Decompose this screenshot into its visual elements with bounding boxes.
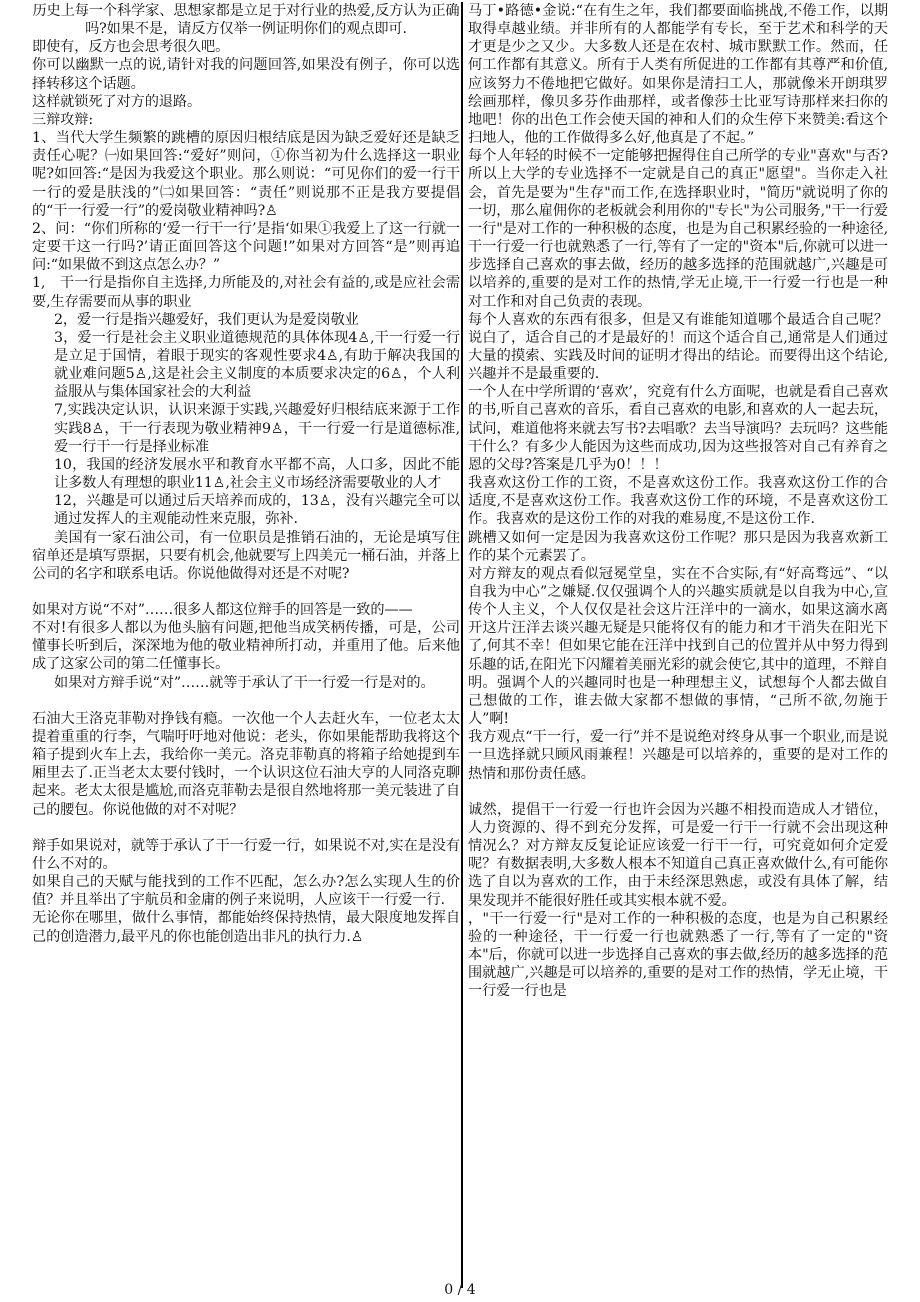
paragraph: 1、当代大学生频繁的跳槽的原因归根结底是因为缺乏爱好还是缺乏责任心呢？㈠如果回答:“爱好”则问，①你当初为什么选择这一职业呢?如回答:“是因为我爱这个职业。那么则说：“可见你们的爱一行干一行的爱是肤浅的”㈡如果回答：“责任”则说那不正是我方要提倡的“干一行爱一行”的爱岗敬业精神吗?♙ <box>32 130 460 219</box>
paragraph: 对方辩友的观点看似冠冕堂皇，实在不合实际,有“好高骛远”、“以自我为中心”之嫌疑.仅仅强调个人的兴趣实质就是以自我为中心,宣传个人主义，个人仅仅是社会这片汪洋中的一滴水，如果这滴水离开这片汪洋去谈兴趣无疑是只能将仅有的能力和才干消失在阳光下了,何其不幸！但如果它能在汪洋中找到自己的位置并从中努力得到乐趣的话,在阳光下闪耀着美丽光彩的就会使它,其中的道理，不辩自明。强调个人的兴趣同时也是一种理想主义，试想每个人都去做自己想做的工作，谁去做大家都不想做的事情，“己所不欲,勿施于人”啊! <box>468 565 888 728</box>
paragraph: 如果自己的天赋与能找到的工作不匹配，怎么办?怎么实现人生的价值？并且举出了宇航员和金庸的例子来说明，人应该干一行爱一行. <box>32 874 460 909</box>
paragraph: 3，爱一行是社会主义职业道德规范的具体体现4♙,干一行爱一行是立足于国情，着眼于现实的客观性要求4♙,有助于解决我国的就业难问题5♙,这是社会主义制度的本质要求决定的6♙，个人利益服从与集体国家社会的大利益 <box>54 329 460 401</box>
right-column <box>468 2 888 1000</box>
paragraph: ，"干一行爱一行"是对工作的一种积极的态度，也是为自己积累经验的一种途径，干一行爱一行也就熟悉了一行,等有了一定的"资本"后，你就可以进一步选择自己喜欢的事去做,经历的越多选择的范围就越广,兴趣是可以培养的,重要的是对工作的热情，学无止境，干一行爱一行也是 <box>468 910 888 1000</box>
paragraph: 一个人在中学所谓的‘喜欢’，究竟有什么方面呢，也就是看自己喜欢的书,听自己喜欢的音乐，看自己喜欢的电影,和喜欢的人一起去玩，试问，难道他将来就去写书?去唱歌？去当导演吗？去玩吗？这些能干什么？有多少人能因为这些而成功,因为这些报答对自己有养育之恩的父母?答案是几乎为0！！！ <box>468 384 888 473</box>
paragraph: 我方观点“干一行，爱一行”并不是说绝对终身从事一个职业,而是说一旦选择就只顾风雨兼程！兴趣是可以培养的，重要的是对工作的热情和那份责任感。 <box>468 729 888 782</box>
left-column <box>32 2 460 946</box>
paragraph: 我喜欢这份工作的工资，不是喜欢这份工作。我喜欢这份工作的合适度,不是喜欢这份工作。我喜欢这份工作的环境，不是喜欢这份工作。我喜欢的是这份工作的对我的难易度,不是这份工作. <box>468 475 888 528</box>
paragraph: 诚然，提倡干一行爱一行也许会因为兴趣不相投而造成人才错位，人力资源的、得不到充分发挥，可是爱一行干一行就不会出现这种情况么？对方辩友反复论证应该爱一行干一行，可究竟如何介定爱呢？有数据表明,大多数人根本不知道自己真正喜欢做什么,有可能你选了自以为喜欢的工作，由于未经深思熟虑，或没有具体了解，结果发现并不能很好胜任或其实根本就不爱。 <box>468 801 888 909</box>
paragraph: 马丁•路德•金说:“在有生之年，我们都要面临挑战,不倦工作，以期取得卓越业绩。并非所有的人都能学有专长，至于艺术和科学的天才更是少之又少。大多数人还是在农村、城市默默工作。然而，任何工作都有其意义。所有于人类有所促进的工作都有其尊严和价值,应该努力不倦地把它做好。如果你是清扫工人，那就像米开朗琪罗绘画那样，像贝多芬作曲那样，或者像莎士比亚写诗那样来扫你的地吧！你的出色工作会使天国的神和人们的众生停下来赞美:看这个扫地人，他的工作做得多么好,他真是了不起。” <box>468 3 888 147</box>
paragraph: 辩手如果说对，就等于承认了干一行爱一行，如果说不对,实在是没有什么不对的。 <box>32 837 460 872</box>
paragraph: 三辩攻辩: <box>32 111 94 128</box>
paragraph: 石油大王洛克菲勒对挣钱有瘾。一次他一个人去赶火车，一位老太太提着重重的行李，气喘吁吁地对他说：老头，你如果能帮助我将这个箱子提到火车上去，我给你一美元。洛克菲勒真的将箱子给她提到车厢里去了.正当老太太要付钱时，一个认识这位石油大亨的人同洛克聊起来。老太太很是尴尬,而洛克菲勒去是很自然地将那一美元装进了自己的腰包。你说他做的对不对呢？ <box>32 710 460 818</box>
paragraph: 如果对方辩手说“对”……就等于承认了干一行爱一行是对的。 <box>54 674 435 691</box>
paragraph: 如果对方说“不对”……很多人都这位辩手的回答是一致的—— <box>32 602 413 618</box>
paragraph: 2，爱一行是指兴趣爱好，我们更认为是爱岗敬业 <box>54 311 359 328</box>
paragraph: 不对!有很多人都以为他头脑有问题,把他当成笑柄传播，可是，公司懂事长听到后，深深地为他的敬业精神所打动，并重用了他。后来他成了这家公司的第二任懂事长。 <box>32 620 460 673</box>
paragraph: 1, 干一行是指你自主选择,力所能及的,对社会有益的,或是应社会需要,生存需要而从事的职业 <box>32 275 460 310</box>
paragraph: 12，兴趣是可以通过后天培养而成的，13♙，没有兴趣完全可以通过发挥人的主观能动性来克服，弥补. <box>54 493 460 528</box>
paragraph: 10，我国的经济发展水平和教育水平都不高，人口多，因此不能让多数人有理想的职业11♙,社会主义市场经济需要敬业的人才 <box>54 456 460 492</box>
paragraph: 你可以幽默一点的说,请针对我的问题回答,如果没有例子，你可以选择转移这个话题。 <box>32 57 460 92</box>
paragraph: 这样就锁死了对方的退路。 <box>32 93 202 110</box>
paragraph: 每个人喜欢的东西有很多，但是又有谁能知道哪个最适合自己呢？说白了，适合自己的才是最好的！而这个适合自己,通常是人们通过大量的摸索、实践及时间的证明才得出的结论。而要得出这个结论,兴趣并不是最重要的. <box>468 311 888 383</box>
column-divider <box>461 2 463 1288</box>
paragraph: 无论你在哪里，做什么事情，都能始终保持热情，最大限度地发挥自己的创造潜力,最平凡的你也能创造出非凡的执行力.♙ <box>32 910 460 945</box>
paragraph: 每个人年轻的时候不一定能够把握得住自己所学的专业"喜欢"与否?所以上大学的专业选择不一定就是自己的真正"愿望"。当你走入社会，首先是要为"生存"而工作,在选择职业时，"简历"就说明了你的一切，那么雇佣你的老板就会利用你的"专长"为公司服务,"干一行爱一行"是对工作的一种积极的态度，也是为自己积累经验的一种途径,干一行爱一行也就熟悉了一行,等有了一定的"资本"后,你就可以进一步选择自己喜欢的事去做，经历的越多选择的范围就越广,兴趣是可以培养的,重要的是对工作的热情,学无止境,干一行爱一行也是一种对工作和对自己负责的表现。 <box>468 148 888 310</box>
paragraph: 历史上每一个科学家、思想家都是立足于对行业的热爱,反方认为正确吗?如果不是，请反方仅举一例证明你们的观点即可. <box>32 3 460 38</box>
paragraph: 即使有，反方也会思考很久吧。 <box>32 39 230 56</box>
page-number: 0 / 4 <box>444 1282 476 1298</box>
paragraph: 2、问：“你们所称的‘爱一行干一行’是指‘如果①我爱上了这一行就一定要干这一行吗?’请正面回答这个问题!”如果对方回答“是”则再追问:“如果做不到这点怎么办？” <box>32 220 460 274</box>
paragraph: 跳槽又如何一定是因为我喜欢这份工作呢？那只是因为我喜欢新工作的某个元素罢了。 <box>468 529 888 564</box>
paragraph: 美国有一家石油公司，有一位职员是推销石油的，无论是填写住宿单还是填写票据，只要有机会,他就要写上四美元一桶石油，并落上公司的名字和联系电话。你说他做得对还是不对呢? <box>32 529 460 582</box>
paragraph: 7,实践决定认识，认识来源于实践,兴趣爱好归根结底来源于工作实践8♙，干一行表现为敬业精神9♙，干一行爱一行是道德标准,爱一行干一行是择业标准 <box>54 402 460 455</box>
